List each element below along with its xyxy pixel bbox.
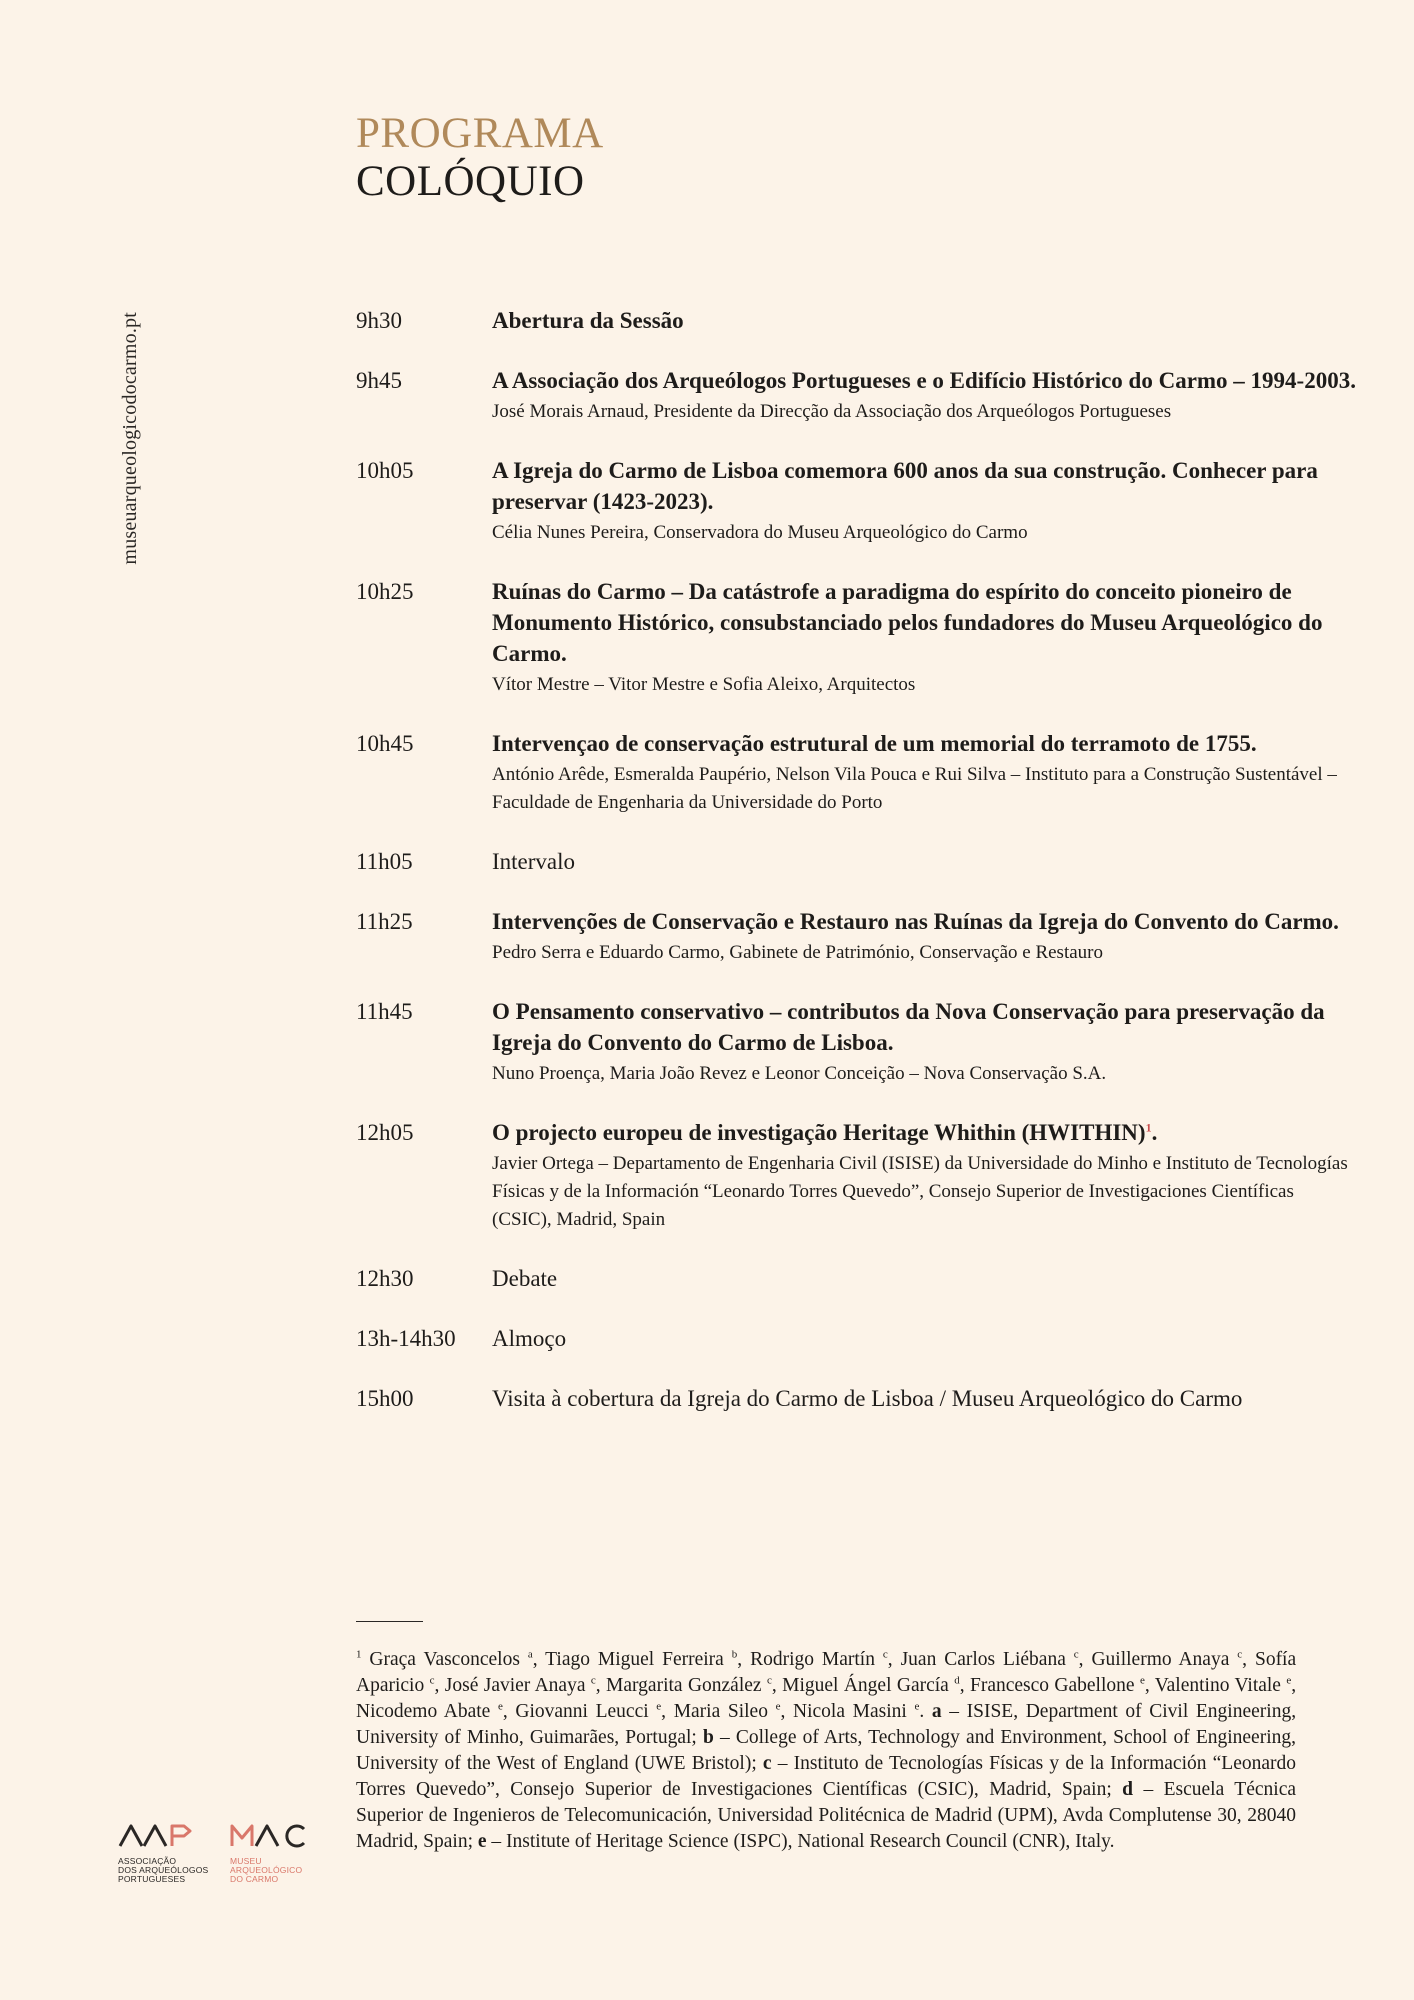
session-row: [356, 1323, 1356, 1354]
session-title-text: Intervalo: [492, 849, 576, 874]
footnote-author: Guillermo Anaya: [1091, 1649, 1230, 1670]
footnote-mark: 1: [1145, 1120, 1152, 1135]
session-title-text: A Associação dos Arqueólogos Portugueses e o Edifício Histórico do Carmo – 1994-2003.: [492, 368, 1356, 393]
footnote-author: Rodrigo Martín: [750, 1649, 875, 1670]
mac-logo: [230, 1822, 325, 1884]
session-time: 12h30: [356, 1266, 414, 1291]
author-affiliation-mark: b: [731, 1648, 738, 1661]
session-speaker: Nuno Proença, Maria João Revez e Leonor Conceição – Nova Conservação S.A.: [492, 1063, 1107, 1084]
session-body: [492, 305, 1356, 336]
session-body: [492, 996, 1356, 1088]
session-speaker: Célia Nunes Pereira, Conservadora do Museu Arqueológico do Carmo: [492, 522, 1028, 543]
session-title-text: Almoço: [492, 1326, 567, 1351]
session-time: 15h00: [356, 1386, 414, 1411]
session-row: [356, 305, 1356, 336]
session-row: [356, 1263, 1356, 1294]
session-row: [356, 455, 1356, 547]
session-title: [492, 1117, 1356, 1148]
session-title: [492, 728, 1356, 759]
session-speaker: Pedro Serra e Eduardo Carmo, Gabinete de Património, Conservação e Restauro: [492, 942, 1103, 963]
session-title-text: Visita à cobertura da Igreja do Carmo de Lisboa / Museu Arqueológico do Carmo: [492, 1386, 1243, 1411]
mac-logo-mark: [230, 1822, 325, 1848]
session-title: [492, 455, 1356, 517]
session-row: [356, 846, 1356, 877]
session-body: [492, 1323, 1356, 1354]
session-body: [492, 1263, 1356, 1294]
aap-logo: [118, 1822, 213, 1884]
author-affiliation-mark: c: [1237, 1648, 1243, 1661]
session-title-text: Intervençao de conservação estrutural de um memorial do terramoto de 1755.: [492, 731, 1257, 756]
session-speaker: Vítor Mestre – Vitor Mestre e Sofia Aleixo, Arquitectos: [492, 674, 916, 695]
author-affiliation-mark: a: [527, 1648, 533, 1661]
footnote-divider: [356, 1621, 423, 1622]
author-affiliation-mark: c: [590, 1674, 596, 1687]
footnote-author: Graça Vasconcelos: [369, 1649, 520, 1670]
affiliation-text: College of Arts, Technology and Environment, School of Engineering, University of the West of England (UWE Bristol): [356, 1727, 1297, 1774]
session-body: [492, 846, 1356, 877]
session-title-text: O Pensamento conservativo – contributos da Nova Conservação para preservação da Igreja do Convento do Carmo de Lisboa.: [492, 999, 1325, 1055]
session-time: 9h45: [356, 368, 402, 393]
page-title-coloquio: COLÓQUIO: [356, 158, 585, 205]
aap-logo-text: ASSOCIAÇÃO DOS ARQUEÓLOGOS PORTUGUESES: [118, 1856, 209, 1884]
footnote-author: Giovanni Leucci: [515, 1701, 649, 1722]
session-title: [492, 365, 1356, 396]
footnote-author: Francesco Gabellone: [969, 1675, 1135, 1696]
session-time: 11h45: [356, 999, 413, 1024]
footnote-author: Sofía Aparicio: [356, 1649, 1297, 1696]
footnote-author: Maria Sileo: [673, 1701, 768, 1722]
session-speaker: Javier Ortega – Departamento de Engenharia Civil (ISISE) da Universidade do Minho e Instituto de Tecnologías Físicas y de la Información “Leonardo Torres Quevedo”, Consejo Superior de Investigaciones Científicas (CSIC), Madrid, Spain: [492, 1153, 1348, 1230]
author-affiliation-mark: e: [775, 1700, 781, 1713]
session-title: [492, 846, 1356, 877]
footnote-author: José Javier Anaya: [444, 1675, 586, 1696]
affiliation-key: d: [1122, 1779, 1134, 1800]
footnote: $^1$ Graça Vasconcelos $^a$, Tiago Miguel Ferreira $^b$, Rodrigo Martín $^c$, Juan Carlos Liébana $^c$, Guillermo Anaya $^c$, Sofía Aparicio $^c$, José Javier Anaya $^c$, Margarita González $^c$, Miguel Ángel García $^d$, Francesco Gabellone $^e$, Valentino Vitale $^e$, Nicodemo Abate $^e$, Giovanni Leucci $^e$, Maria Sileo $^e$, Nicola Masini $^e$. a – ISISE, Department of Civil Engineering, University of Minho, Guimarães, Portugal; b – College of Arts, Technology and Environment, School of Engineering, University of the West of England (UWE Bristol); c – Instituto de Tecnologías Físicas y de la Información “Leonardo Torres Quevedo”, Consejo Superior de Investigaciones Científicas (CSIC), Madrid, Spain; d – Escuela Técnica Superior de Ingenieros de Telecomunicación, Universidad Politécnica de Madrid (UPM), Avda Complutense 30, 28040 Madrid, Spain; e – Institute of Heritage Science (ISPC), National Research Council (CNR), Italy.: [356, 1648, 1297, 1852]
affiliation-text: ISISE, Department of Civil Engineering, University of Minho, Guimarães, Portugal: [356, 1701, 1297, 1748]
session-speaker: António Arêde, Esmeralda Paupério, Nelson Vila Pouca e Rui Silva – Instituto para a Construção Sustentável – Faculdade de Engenharia da Universidade do Porto: [492, 764, 1337, 813]
author-affiliation-mark: c: [1073, 1648, 1079, 1661]
session-body: [492, 1383, 1356, 1414]
session-row: [356, 906, 1356, 967]
session-title: [492, 1383, 1356, 1414]
session-body: [492, 576, 1356, 699]
author-affiliation-mark: c: [882, 1648, 888, 1661]
session-title-text: Abertura da Sessão: [492, 308, 684, 333]
affiliation-text: Escuela Técnica Superior de Ingenieros de Telecomunicación, Universidad Politécnica de Madrid (UPM), Avda Complutense 30, 28040 Madrid, Spain: [356, 1779, 1297, 1852]
affiliation-text: Institute of Heritage Science (ISPC), National Research Council (CNR), Italy.: [506, 1831, 1115, 1852]
footnote-author: Juan Carlos Liébana: [900, 1649, 1066, 1670]
session-time: 9h30: [356, 308, 402, 333]
affiliation-key: b: [702, 1727, 714, 1748]
author-affiliation-mark: c: [766, 1674, 772, 1687]
session-title-text: Debate: [492, 1266, 558, 1291]
session-title-end: .: [1151, 1120, 1158, 1145]
session-body: [492, 728, 1356, 817]
footnote-author: Valentino Vitale: [1154, 1675, 1281, 1696]
author-affiliation-mark: e: [497, 1700, 503, 1713]
author-affiliation-mark: e: [1139, 1674, 1145, 1687]
session-body: [492, 365, 1356, 426]
session-time: 11h05: [356, 849, 413, 874]
author-affiliation-mark: d: [954, 1674, 960, 1687]
session-time: 10h25: [356, 579, 414, 604]
session-time: 12h05: [356, 1120, 414, 1145]
session-body: [492, 906, 1356, 967]
session-title: [492, 1263, 1356, 1294]
affiliation-key: e: [477, 1831, 487, 1852]
website-url: museuarqueologicodocarmo.pt: [119, 312, 141, 565]
session-time: 13h-14h30: [356, 1326, 456, 1351]
session-title: [492, 996, 1356, 1058]
session-title: [492, 305, 1356, 336]
session-row: [356, 728, 1356, 817]
author-affiliation-mark: c: [429, 1674, 435, 1687]
session-time: 10h45: [356, 731, 414, 756]
session-title: [492, 576, 1356, 669]
session-body: [492, 455, 1356, 547]
page-title-programa: PROGRAMA: [356, 110, 604, 157]
session-row: [356, 1383, 1356, 1414]
session-title: [492, 906, 1356, 937]
session-title-text: O projecto europeu de investigação Heritage Whithin (HWITHIN): [492, 1120, 1146, 1145]
session-speaker: José Morais Arnaud, Presidente da Direcção da Associação dos Arqueólogos Portugueses: [492, 401, 1172, 422]
session-time: 11h25: [356, 909, 413, 934]
footnote-author: Margarita González: [606, 1675, 762, 1696]
footnote-number: 1: [356, 1648, 362, 1661]
session-row: [356, 576, 1356, 699]
author-affiliation-mark: e: [1286, 1674, 1292, 1687]
affiliation-text: Instituto de Tecnologías Físicas y de la Información “Leonardo Torres Quevedo”, Consejo Superior de Investigaciones Científicas (CSIC), Madrid, Spain: [356, 1753, 1297, 1800]
mac-logo-text: MUSEU ARQUEOLÓGICO DO CARMO: [230, 1856, 303, 1884]
session-time: 10h05: [356, 458, 414, 483]
footnote-author: Tiago Miguel Ferreira: [545, 1649, 724, 1670]
session-title: [492, 1323, 1356, 1354]
session-title-text: Ruínas do Carmo – Da catástrofe a paradigma do espírito do conceito pioneiro de Monumento Histórico, consubstanciado pelos fundadores do Museu Arqueológico do Carmo.: [492, 579, 1323, 666]
affiliation-key: c: [762, 1753, 772, 1774]
session-body: [492, 1117, 1356, 1234]
affiliation-key: a: [931, 1701, 942, 1722]
author-affiliation-mark: e: [914, 1700, 920, 1713]
session-row: [356, 996, 1356, 1088]
session-row: [356, 365, 1356, 426]
footnote-author: Nicodemo Abate: [356, 1701, 491, 1722]
aap-logo-mark: [118, 1822, 213, 1848]
session-row: [356, 1117, 1356, 1234]
session-title-text: A Igreja do Carmo de Lisboa comemora 600 anos da sua construção. Conhecer para preservar (1423-2023).: [492, 458, 1318, 514]
footnote-author: Nicola Masini: [793, 1701, 907, 1722]
author-affiliation-mark: e: [656, 1700, 662, 1713]
page-header: [356, 110, 604, 206]
session-title-text: Intervenções de Conservação e Restauro nas Ruínas da Igreja do Convento do Carmo.: [492, 909, 1339, 934]
footnote-author: Miguel Ángel García: [782, 1675, 949, 1696]
schedule-list: [356, 305, 1356, 1443]
